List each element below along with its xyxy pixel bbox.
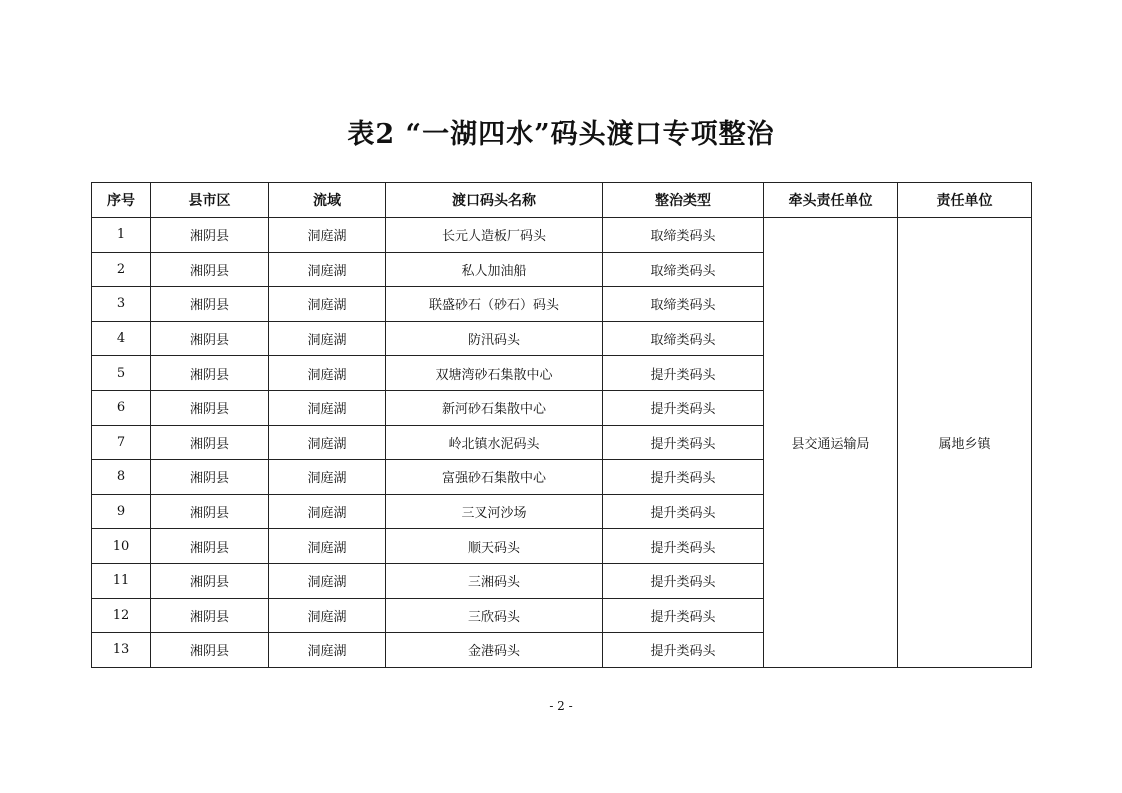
cell-wharf-name: 长元人造板厂码头 bbox=[386, 218, 603, 253]
cell-serial-number: 1 bbox=[92, 218, 151, 253]
cell-basin: 洞庭湖 bbox=[269, 218, 386, 253]
cell-basin: 洞庭湖 bbox=[269, 460, 386, 495]
header-serial-number: 序号 bbox=[92, 183, 151, 218]
cell-county: 湘阴县 bbox=[151, 598, 269, 633]
cell-rectification-type: 提升类码头 bbox=[603, 425, 764, 460]
cell-basin: 洞庭湖 bbox=[269, 563, 386, 598]
wharf-rectification-table bbox=[91, 182, 1032, 668]
cell-basin: 洞庭湖 bbox=[269, 633, 386, 668]
cell-rectification-type: 提升类码头 bbox=[603, 563, 764, 598]
cell-rectification-type: 提升类码头 bbox=[603, 633, 764, 668]
cell-wharf-name: 金港码头 bbox=[386, 633, 603, 668]
cell-serial-number: 2 bbox=[92, 252, 151, 287]
cell-wharf-name: 防汛码头 bbox=[386, 321, 603, 356]
cell-county: 湘阴县 bbox=[151, 356, 269, 391]
cell-lead-unit: 县交通运输局 bbox=[764, 218, 898, 668]
cell-county: 湘阴县 bbox=[151, 287, 269, 322]
header-county: 县市区 bbox=[151, 183, 269, 218]
cell-county: 湘阴县 bbox=[151, 218, 269, 253]
cell-basin: 洞庭湖 bbox=[269, 287, 386, 322]
cell-wharf-name: 岭北镇水泥码头 bbox=[386, 425, 603, 460]
cell-serial-number: 4 bbox=[92, 321, 151, 356]
cell-rectification-type: 提升类码头 bbox=[603, 529, 764, 564]
cell-basin: 洞庭湖 bbox=[269, 494, 386, 529]
table-row bbox=[92, 218, 1032, 253]
cell-rectification-type: 提升类码头 bbox=[603, 390, 764, 425]
header-wharf-name: 渡口码头名称 bbox=[386, 183, 603, 218]
cell-county: 湘阴县 bbox=[151, 529, 269, 564]
cell-county: 湘阴县 bbox=[151, 494, 269, 529]
cell-wharf-name: 新河砂石集散中心 bbox=[386, 390, 603, 425]
cell-wharf-name: 双塘湾砂石集散中心 bbox=[386, 356, 603, 391]
cell-rectification-type: 提升类码头 bbox=[603, 494, 764, 529]
cell-rectification-type: 取缔类码头 bbox=[603, 321, 764, 356]
cell-wharf-name: 富强砂石集散中心 bbox=[386, 460, 603, 495]
header-lead-unit: 牵头责任单位 bbox=[764, 183, 898, 218]
cell-basin: 洞庭湖 bbox=[269, 425, 386, 460]
cell-basin: 洞庭湖 bbox=[269, 321, 386, 356]
cell-serial-number: 11 bbox=[92, 563, 151, 598]
cell-county: 湘阴县 bbox=[151, 563, 269, 598]
table-body bbox=[92, 218, 1032, 668]
cell-rectification-type: 取缔类码头 bbox=[603, 218, 764, 253]
cell-serial-number: 12 bbox=[92, 598, 151, 633]
cell-rectification-type: 提升类码头 bbox=[603, 460, 764, 495]
cell-serial-number: 9 bbox=[92, 494, 151, 529]
cell-responsible-unit: 属地乡镇 bbox=[898, 218, 1032, 668]
cell-serial-number: 3 bbox=[92, 287, 151, 322]
header-responsible-unit: 责任单位 bbox=[898, 183, 1032, 218]
table-header-row bbox=[92, 183, 1032, 218]
header-rectification-type: 整治类型 bbox=[603, 183, 764, 218]
cell-rectification-type: 提升类码头 bbox=[603, 356, 764, 391]
page-number: - 2 - bbox=[549, 699, 573, 713]
cell-county: 湘阴县 bbox=[151, 321, 269, 356]
cell-serial-number: 8 bbox=[92, 460, 151, 495]
cell-wharf-name: 联盛砂石（砂石）码头 bbox=[386, 287, 603, 322]
cell-rectification-type: 提升类码头 bbox=[603, 598, 764, 633]
cell-wharf-name: 私人加油船 bbox=[386, 252, 603, 287]
cell-serial-number: 5 bbox=[92, 356, 151, 391]
cell-basin: 洞庭湖 bbox=[269, 356, 386, 391]
cell-serial-number: 6 bbox=[92, 390, 151, 425]
cell-wharf-name: 顺天码头 bbox=[386, 529, 603, 564]
cell-county: 湘阴县 bbox=[151, 390, 269, 425]
cell-wharf-name: 三湘码头 bbox=[386, 563, 603, 598]
cell-basin: 洞庭湖 bbox=[269, 390, 386, 425]
cell-wharf-name: 三叉河沙场 bbox=[386, 494, 603, 529]
cell-basin: 洞庭湖 bbox=[269, 529, 386, 564]
cell-county: 湘阴县 bbox=[151, 633, 269, 668]
cell-rectification-type: 取缔类码头 bbox=[603, 287, 764, 322]
cell-basin: 洞庭湖 bbox=[269, 598, 386, 633]
cell-county: 湘阴县 bbox=[151, 252, 269, 287]
cell-county: 湘阴县 bbox=[151, 460, 269, 495]
cell-serial-number: 10 bbox=[92, 529, 151, 564]
cell-serial-number: 13 bbox=[92, 633, 151, 668]
cell-basin: 洞庭湖 bbox=[269, 252, 386, 287]
cell-wharf-name: 三欣码头 bbox=[386, 598, 603, 633]
header-basin: 流域 bbox=[269, 183, 386, 218]
document-title: 表2 “一湖四水”码头渡口专项整治 bbox=[347, 119, 775, 150]
cell-rectification-type: 取缔类码头 bbox=[603, 252, 764, 287]
cell-serial-number: 7 bbox=[92, 425, 151, 460]
cell-county: 湘阴县 bbox=[151, 425, 269, 460]
